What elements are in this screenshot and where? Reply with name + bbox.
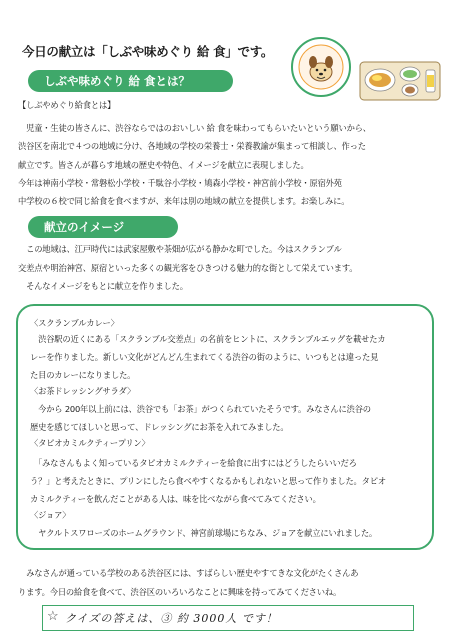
quiz-answer-box	[42, 605, 414, 631]
menu-item-heading: 〈タピオカミルクティープリン〉	[30, 438, 150, 448]
section2-line: この地域は、江戸時代には武家屋敷や茶畑が広がる静かな町でした。今はスクランブル	[18, 244, 342, 254]
page-title: 今日の献立は「しぶや味めぐり 給 食」です。	[22, 44, 274, 59]
lunch-tray-illustration	[358, 56, 442, 102]
section-heading-about: しぶや味めぐり 給 食とは？	[28, 70, 233, 92]
star-icon: ☆	[47, 609, 60, 624]
menu-item-heading: 〈スクランブルカレー〉	[30, 318, 119, 328]
section1-line: 献立です。皆さんが暮らす地域の歴史や特色、イメージを献立に表現しました。	[18, 160, 309, 170]
quiz-answer-text: クイズの答えは、③ 約 3000人 です！	[65, 612, 278, 625]
menu-line: カミルクティーを飲んだことがある人は、味を比べながら食べてみてください。	[30, 494, 321, 504]
closing-line: みなさんが通っている学校のある渋谷区には、すばらしい歴史やすてきな文化がたくさんあ	[18, 568, 359, 578]
section1-line: 【しぶやめぐり給食とは】	[18, 100, 116, 110]
section1-line: 渋谷区を南北で４つの地域に分け、各地域の学校の栄養士・栄養教諭が集まって相談し、作った	[18, 141, 366, 151]
section-heading-image: 献立のイメージ	[28, 216, 178, 238]
menu-line: 歴史を感じてほしいと思って、ドレッシングにお茶を入れてみました。	[30, 422, 289, 432]
menu-line: う？」と考えたときに、プリンにしたら食べやすくなるかもしれないと思って作りました。タピオ	[30, 476, 386, 486]
menu-line: 渋谷駅の近くにある「スクランブル交差点」の名前をヒントに、スクランブルエッグを載せたカ	[30, 334, 386, 344]
menu-item-heading: 〈お茶ドレッシングサラダ〉	[30, 386, 136, 396]
menu-line: 今から 200年以上前には、渋谷でも「お茶」がつくられていたそうです。みなさんに渋谷の	[30, 404, 371, 414]
shibuya-ajimeguri-logo	[290, 36, 352, 98]
section2-line: そんなイメージをもとに献立を作りました。	[18, 281, 188, 291]
menu-line: た目のカレーになりました。	[30, 370, 136, 380]
menu-line: レーを作りました。新しい文化がどんどん生まれてくる渋谷の街のように、いつもとは違った見	[30, 352, 379, 362]
section2-line: 交差点や明治神宮、原宿といった多くの観光客をひきつける魅力的な街として栄えています。	[18, 263, 358, 273]
section1-line: 中学校の６校で同じ給食を食べますが、来年は別の地域の献立を提供します。お楽しみに。	[18, 196, 350, 206]
closing-line: ります。今日の給食を食べて、渋谷区のいろいろなことに興味を持ってみてくださいね。	[18, 587, 342, 597]
menu-line: 「みなさんもよく知っているタピオカミルクティーを給食に出すにはどうしたらいいだろ	[30, 458, 357, 468]
menu-item-heading: 〈ジョア〉	[30, 510, 71, 520]
menu-line: ヤクルトスワローズのホームグラウンド、神宮前球場にちなみ、ジョアを献立にいれました。	[30, 528, 378, 538]
section1-line: 児童・生徒の皆さんに、渋谷ならではのおいしい 給 食を味わってもらいたいという願いから、	[18, 123, 371, 133]
section1-line: 今年は神南小学校・常磐松小学校・千駄谷小学校・鳩森小学校・神宮前小学校・原宿外苑	[18, 178, 342, 188]
